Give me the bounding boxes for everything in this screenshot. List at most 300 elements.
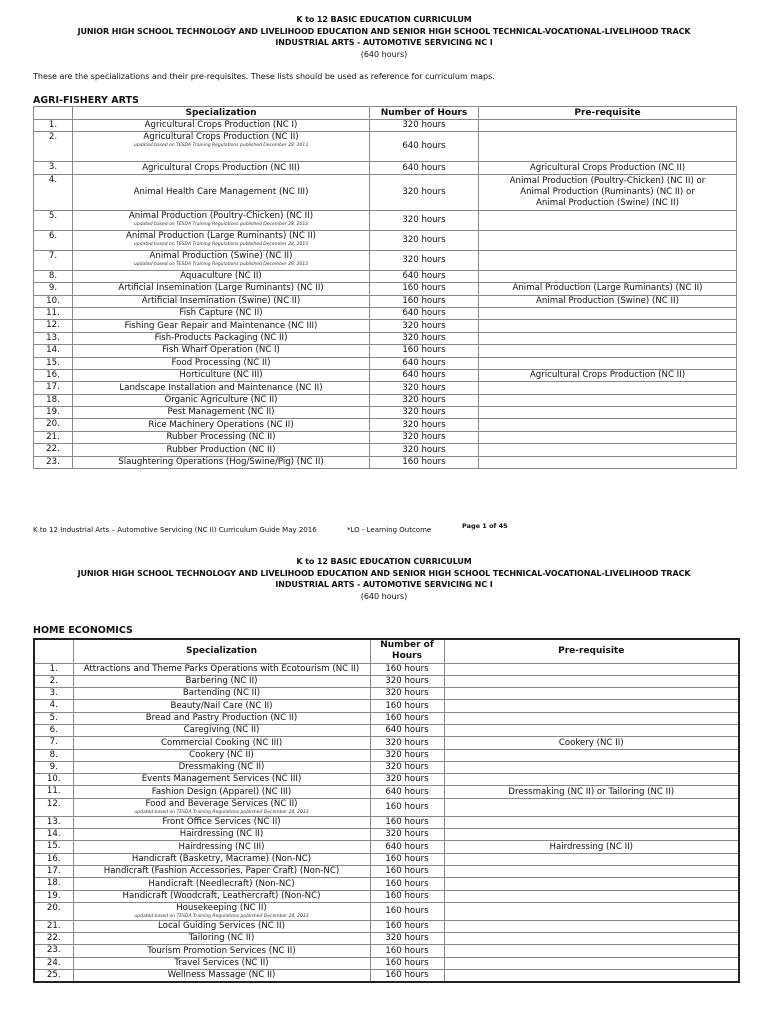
table-row: [34, 663, 739, 675]
prerequisite-cell: [444, 957, 739, 969]
row-number: 20.: [34, 419, 73, 431]
specialization-cell: [73, 878, 370, 890]
table-row: [34, 737, 739, 749]
specialization-name: Animal Production (Poultry-Chicken) (NC II): [128, 210, 314, 221]
table-row: [34, 786, 739, 798]
specialization-cell: [73, 688, 370, 700]
table-row: [34, 320, 737, 332]
specialization-name: Beauty/Nail Care (NC II): [170, 700, 273, 711]
tesda-update-note: updated based on TESDA Training Regulations published December 28, 2013: [134, 913, 309, 919]
hours-cell: 320 hours: [370, 382, 479, 394]
specialization-name: Wellness Massage (NC II): [167, 970, 276, 981]
section-title: AGRI-FISHERY ARTS: [33, 95, 139, 106]
specialization-name: Animal Production (Large Ruminants) (NC II): [125, 230, 316, 241]
specialization-cell: [73, 394, 370, 406]
specialization-cell: [73, 132, 370, 162]
footer-guide: K to 12 Industrial Arts – Automotive Servicing (NC II) Curriculum Guide May 2016: [33, 526, 317, 534]
hours-cell: 160 hours: [370, 945, 444, 957]
row-number: 6.: [34, 724, 73, 736]
row-number: 10.: [34, 295, 73, 307]
specialization-cell: [73, 816, 370, 828]
prerequisite-cell: [479, 162, 737, 174]
specialization-cell: [73, 970, 370, 982]
table-row: [34, 369, 737, 381]
prerequisite-cell: [479, 295, 737, 307]
specialization-name: Agricultural Crops Production (NC I): [144, 120, 298, 131]
hours-cell: 640 hours: [370, 724, 444, 736]
specialization-cell: [73, 774, 370, 786]
table-row: [34, 945, 739, 957]
table-row: [34, 120, 737, 132]
specialization-name: Barbering (NC II): [185, 676, 258, 687]
specialization-cell: [73, 829, 370, 841]
prerequisite-cell: [444, 865, 739, 877]
prerequisite-cell: [444, 798, 739, 816]
col-header-prerequisite: Pre-requisite: [479, 107, 737, 120]
table-row: [34, 829, 739, 841]
table-row: [34, 345, 737, 357]
row-number: 21.: [34, 920, 73, 932]
table-row: [34, 174, 737, 210]
hours-cell: 320 hours: [370, 688, 444, 700]
specialization-cell: [73, 853, 370, 865]
specialization-name: Housekeeping (NC II): [176, 902, 267, 913]
specialization-cell: [73, 270, 370, 282]
table-row: [34, 957, 739, 969]
col-header-hours: Number of Hours: [370, 107, 479, 120]
row-number: 9.: [34, 761, 73, 773]
hours-cell: 320 hours: [370, 774, 444, 786]
prerequisite-cell: [479, 332, 737, 344]
prerequisite-cell: [444, 853, 739, 865]
row-number: 8.: [34, 270, 73, 282]
prerequisite-cell: [444, 688, 739, 700]
header-line-3: INDUSTRIAL ARTS - AUTOMOTIVE SERVICING NC I: [275, 580, 493, 589]
specialization-cell: [73, 295, 370, 307]
specialization-name: Rubber Processing (NC II): [166, 432, 276, 443]
specialization-cell: [73, 210, 370, 230]
specialization-name: Handicraft (Woodcraft, Leathercraft) (Non-NC): [122, 890, 321, 901]
header-line-1: K to 12 BASIC EDUCATION CURRICULUM: [296, 557, 472, 566]
specialization-cell: [73, 120, 370, 132]
prerequisite-line: Animal Production (Poultry-Chicken) (NC II) or: [509, 176, 706, 187]
hours-cell: 320 hours: [370, 761, 444, 773]
prerequisite-cell: [444, 700, 739, 712]
hours-cell: 320 hours: [370, 174, 479, 210]
specialization-name: Tailoring (NC II): [188, 933, 255, 944]
hours-cell: 160 hours: [370, 853, 444, 865]
prerequisite-cell: [479, 283, 737, 295]
prerequisite-cell: Cookery (NC II): [444, 737, 739, 749]
row-number: 3.: [34, 162, 73, 174]
specialization-cell: [73, 456, 370, 468]
footer-lo: *LO - Learning Outcome: [347, 526, 432, 534]
row-number: 21.: [34, 431, 73, 443]
specialization-cell: [73, 724, 370, 736]
specialization-cell: [73, 419, 370, 431]
header-line-2: JUNIOR HIGH SCHOOL TECHNOLOGY AND LIVELIHOOD EDUCATION AND SENIOR HIGH SCHOOL TECHNICAL-VOCATIONAL-LIVELIHOOD TRACK: [77, 568, 691, 578]
row-number: 25.: [34, 970, 73, 982]
hours-cell: 160 hours: [370, 816, 444, 828]
specialization-cell: [73, 332, 370, 344]
specialization-name: Handicraft (Needlecraft) (Non-NC): [148, 878, 295, 889]
hours-cell: 320 hours: [370, 250, 479, 270]
prerequisite-cell: [444, 829, 739, 841]
table-row: [34, 675, 739, 687]
prerequisite-cell: [444, 890, 739, 902]
specialization-cell: [73, 749, 370, 761]
prerequisite-cell: [444, 945, 739, 957]
header-line-1: K to 12 BASIC EDUCATION CURRICULUM: [296, 15, 472, 24]
table-row: [34, 890, 739, 902]
col-header-hours: Number of Hours: [370, 639, 444, 663]
row-number: 13.: [34, 332, 73, 344]
table-row: [34, 853, 739, 865]
specialization-name: Caregiving (NC II): [183, 725, 260, 736]
hours-cell: 160 hours: [370, 878, 444, 890]
specialization-cell: [73, 712, 370, 724]
intro-text: These are the specializations and their pre-requisites. These lists should be used as reference for curriculum maps.: [33, 72, 495, 81]
prerequisite-cell: [444, 878, 739, 890]
hours-cell: 320 hours: [370, 230, 479, 250]
specialization-name: Artificial Insemination (Swine) (NC II): [141, 295, 301, 306]
prerequisite-cell: [479, 394, 737, 406]
table-row: [34, 712, 739, 724]
specialization-cell: [73, 737, 370, 749]
row-number: 5.: [34, 712, 73, 724]
specialization-name: Slaughtering Operations (Hog/Swine/Pig) (NC II): [118, 456, 324, 467]
table-row: [34, 132, 737, 162]
prerequisite-line: Animal Production (Swine) (NC II): [536, 295, 679, 306]
hours-cell: 640 hours: [370, 786, 444, 798]
row-number: 22.: [34, 444, 73, 456]
hours-cell: 320 hours: [370, 737, 444, 749]
specialization-name: Dressmaking (NC II): [178, 762, 265, 773]
specialization-name: Agricultural Crops Production (NC III): [142, 162, 300, 173]
specialization-name: Attractions and Theme Parks Operations with Ecotourism (NC II): [83, 663, 360, 674]
hours-cell: 320 hours: [370, 933, 444, 945]
hours-cell: 160 hours: [370, 920, 444, 932]
table-row: [34, 270, 737, 282]
hours-cell: 320 hours: [370, 419, 479, 431]
prerequisite-cell: [479, 230, 737, 250]
prerequisite-cell: [444, 749, 739, 761]
section-title: HOME ECONOMICS: [33, 625, 133, 636]
hours-cell: 160 hours: [370, 345, 479, 357]
specialization-name: Fishing Gear Repair and Maintenance (NC III): [124, 320, 318, 331]
table-row: [34, 688, 739, 700]
header-line-4: (640 hours): [360, 591, 408, 601]
tesda-update-note: updated based on TESDA Training Regulations published December 28, 2013: [133, 143, 309, 149]
specialization-name: Food Processing (NC II): [171, 357, 271, 368]
table-row: [34, 700, 739, 712]
table-row: [34, 933, 739, 945]
hours-cell: 320 hours: [370, 394, 479, 406]
prerequisite-line: Animal Production (Large Ruminants) (NC II): [512, 283, 703, 294]
table-row: [34, 407, 737, 419]
hours-cell: 160 hours: [370, 865, 444, 877]
specialization-cell: [73, 841, 370, 853]
specialization-name: Bread and Pastry Production (NC II): [145, 712, 298, 723]
prerequisite-line: Agricultural Crops Production (NC II): [529, 162, 686, 173]
row-number: 19.: [34, 407, 73, 419]
specialization-cell: [73, 663, 370, 675]
hours-cell: 320 hours: [370, 320, 479, 332]
specialization-cell: [73, 700, 370, 712]
table-row: [34, 902, 739, 920]
col-header-num: [34, 639, 73, 663]
row-number: 9.: [34, 283, 73, 295]
hours-cell: 320 hours: [370, 749, 444, 761]
specialization-cell: [73, 865, 370, 877]
page-header: [0, 14, 768, 60]
prerequisite-cell: [479, 250, 737, 270]
hours-cell: 640 hours: [370, 307, 479, 319]
table-row: [34, 431, 737, 443]
specialization-name: Rubber Production (NC II): [166, 444, 276, 455]
tesda-update-note: updated based on TESDA Training Regulations published December 28, 2013: [133, 261, 309, 267]
specialization-name: Events Management Services (NC III): [141, 774, 302, 785]
specialization-cell: [73, 945, 370, 957]
row-number: 22.: [34, 933, 73, 945]
prerequisite-cell: [479, 174, 737, 210]
prerequisite-cell: [479, 419, 737, 431]
row-number: 11.: [34, 307, 73, 319]
specialization-cell: [73, 675, 370, 687]
prerequisite-cell: [479, 456, 737, 468]
specialization-cell: [73, 357, 370, 369]
specialization-cell: [73, 407, 370, 419]
specialization-name: Front Office Services (NC II): [162, 817, 281, 828]
prerequisite-cell: [444, 933, 739, 945]
prerequisite-cell: [444, 774, 739, 786]
hours-cell: 160 hours: [370, 700, 444, 712]
specialization-name: Local Guiding Services (NC II): [158, 921, 285, 932]
prerequisite-line: Agricultural Crops Production (NC II): [529, 370, 686, 381]
table-row: [34, 332, 737, 344]
prerequisite-cell: [444, 761, 739, 773]
specialization-cell: [73, 920, 370, 932]
col-header-specialization: Specialization: [73, 639, 370, 663]
row-number: 18.: [34, 394, 73, 406]
table-row: [34, 774, 739, 786]
table-row: [34, 816, 739, 828]
row-number: 6.: [34, 230, 73, 250]
specialization-cell: [73, 957, 370, 969]
prerequisite-cell: [479, 210, 737, 230]
hours-cell: 160 hours: [370, 957, 444, 969]
row-number: 12.: [34, 320, 73, 332]
specialization-name: Cookery (NC II): [189, 749, 254, 760]
specialization-cell: [73, 369, 370, 381]
table-row: [34, 456, 737, 468]
header-line-3: INDUSTRIAL ARTS - AUTOMOTIVE SERVICING NC I: [275, 38, 493, 47]
specialization-name: Food and Beverage Services (NC II): [145, 798, 298, 809]
row-number: 24.: [34, 957, 73, 969]
prerequisite-cell: [479, 444, 737, 456]
specialization-name: Commercial Cooking (NC III): [160, 737, 283, 748]
specialization-cell: [73, 162, 370, 174]
prerequisite-cell: Dressmaking (NC II) or Tailoring (NC II): [444, 786, 739, 798]
prerequisite-cell: [479, 320, 737, 332]
row-number: 10.: [34, 774, 73, 786]
table-row: [34, 761, 739, 773]
row-number: 7.: [34, 250, 73, 270]
prerequisite-cell: [479, 357, 737, 369]
hours-cell: 320 hours: [370, 210, 479, 230]
specialization-name: Handicraft (Fashion Accessories, Paper Craft) (Non-NC): [103, 866, 340, 877]
row-number: 23.: [34, 945, 73, 957]
specialization-cell: [73, 174, 370, 210]
specialization-cell: [73, 283, 370, 295]
row-number: 15.: [34, 841, 73, 853]
prerequisite-cell: [444, 816, 739, 828]
specialization-cell: [73, 761, 370, 773]
specialization-cell: [73, 230, 370, 250]
specialization-name: Landscape Installation and Maintenance (NC II): [119, 382, 323, 393]
hours-cell: 160 hours: [370, 663, 444, 675]
specialization-name: Hairdressing (NC III): [178, 841, 265, 852]
row-number: 14.: [34, 829, 73, 841]
specialization-name: Tourism Promotion Services (NC II): [147, 945, 296, 956]
specialization-cell: [73, 786, 370, 798]
header-line-4: (640 hours): [360, 49, 408, 59]
hours-cell: 320 hours: [370, 120, 479, 132]
specialization-name: Hairdressing (NC II): [179, 829, 264, 840]
header-line-2: JUNIOR HIGH SCHOOL TECHNOLOGY AND LIVELIHOOD EDUCATION AND SENIOR HIGH SCHOOL TECHNICAL-VOCATIONAL-LIVELIHOOD TRACK: [77, 26, 691, 36]
specialization-cell: [73, 444, 370, 456]
specialization-name: Pest Management (NC II): [167, 407, 275, 418]
row-number: 4.: [34, 174, 73, 210]
table-row: [34, 444, 737, 456]
table-row: [34, 283, 737, 295]
row-number: 2.: [34, 675, 73, 687]
prerequisite-cell: [444, 675, 739, 687]
specialization-name: Organic Agriculture (NC II): [164, 394, 278, 405]
specialization-name: Fish-Products Packaging (NC II): [154, 333, 288, 344]
hours-cell: 160 hours: [370, 970, 444, 982]
row-number: 4.: [34, 700, 73, 712]
prerequisite-cell: [479, 431, 737, 443]
hours-cell: 640 hours: [370, 369, 479, 381]
prerequisite-cell: [479, 120, 737, 132]
prerequisite-cell: [444, 920, 739, 932]
table-row: [34, 878, 739, 890]
table-row: [34, 970, 739, 982]
prerequisite-cell: [444, 724, 739, 736]
hours-cell: 320 hours: [370, 332, 479, 344]
row-number: 2.: [34, 132, 73, 162]
hours-cell: 160 hours: [370, 798, 444, 816]
specialization-name: Aquaculture (NC II): [180, 271, 262, 282]
hours-cell: 640 hours: [370, 270, 479, 282]
row-number: 5.: [34, 210, 73, 230]
specialization-cell: [73, 933, 370, 945]
page-2: [0, 556, 768, 981]
row-number: 14.: [34, 345, 73, 357]
hours-cell: 640 hours: [370, 132, 479, 162]
hours-cell: 320 hours: [370, 444, 479, 456]
specialization-name: Travel Services (NC II): [174, 957, 269, 968]
prerequisite-cell: [479, 270, 737, 282]
specialization-name: Fish Wharf Operation (NC I): [162, 345, 280, 356]
row-number: 3.: [34, 688, 73, 700]
prerequisite-cell: [479, 345, 737, 357]
hours-cell: 160 hours: [370, 890, 444, 902]
tesda-update-note: updated based on TESDA Training Regulations published December 28, 2013: [133, 221, 309, 227]
hours-cell: 320 hours: [370, 407, 479, 419]
specialization-cell: [73, 250, 370, 270]
agri-fishery-table: [33, 106, 737, 469]
table-row: [34, 920, 739, 932]
row-number: 16.: [34, 853, 73, 865]
specialization-cell: [73, 431, 370, 443]
specialization-name: Fish Capture (NC II): [179, 308, 263, 319]
prerequisite-cell: [479, 132, 737, 162]
prerequisite-line: Animal Production (Ruminants) (NC II) or: [520, 186, 695, 197]
specialization-name: Bartending (NC II): [182, 688, 261, 699]
hours-cell: 320 hours: [370, 431, 479, 443]
specialization-cell: [73, 798, 370, 816]
hours-cell: 160 hours: [370, 283, 479, 295]
prerequisite-cell: Hairdressing (NC II): [444, 841, 739, 853]
hours-cell: 640 hours: [370, 162, 479, 174]
specialization-cell: [73, 307, 370, 319]
table-row: [34, 419, 737, 431]
hours-cell: 160 hours: [370, 456, 479, 468]
col-header-num: [34, 107, 73, 120]
col-header-prerequisite: Pre-requisite: [444, 639, 739, 663]
table-row: [34, 841, 739, 853]
specialization-cell: [73, 382, 370, 394]
prerequisite-cell: [444, 970, 739, 982]
table-row: [34, 724, 739, 736]
table-row: [34, 230, 737, 250]
specialization-name: Animal Production (Swine) (NC II): [149, 250, 293, 261]
row-number: 23.: [34, 456, 73, 468]
prerequisite-cell: [479, 407, 737, 419]
prerequisite-cell: [479, 382, 737, 394]
table-row: [34, 210, 737, 230]
page-1: [0, 14, 768, 534]
row-number: 1.: [34, 663, 73, 675]
tesda-update-note: updated based on TESDA Training Regulations published December 28, 2013: [134, 809, 309, 815]
row-number: 15.: [34, 357, 73, 369]
table-row: [34, 394, 737, 406]
row-number: 8.: [34, 749, 73, 761]
specialization-cell: [73, 320, 370, 332]
specialization-cell: [73, 345, 370, 357]
row-number: 1.: [34, 120, 73, 132]
prerequisite-cell: [479, 307, 737, 319]
row-number: 19.: [34, 890, 73, 902]
col-header-specialization: Specialization: [73, 107, 370, 120]
table-row: [34, 250, 737, 270]
specialization-cell: [73, 890, 370, 902]
specialization-name: Agricultural Crops Production (NC II): [143, 132, 299, 143]
hours-cell: 160 hours: [370, 295, 479, 307]
footer-page-number: Page 1 of 45: [462, 522, 508, 530]
table-row: [34, 749, 739, 761]
hours-cell: 160 hours: [370, 712, 444, 724]
prerequisite-cell: [479, 369, 737, 381]
row-number: 16.: [34, 369, 73, 381]
table-row: [34, 798, 739, 816]
hours-cell: 640 hours: [370, 357, 479, 369]
hours-cell: 640 hours: [370, 841, 444, 853]
row-number: 13.: [34, 816, 73, 828]
specialization-name: Rice Machinery Operations (NC II): [148, 419, 294, 430]
